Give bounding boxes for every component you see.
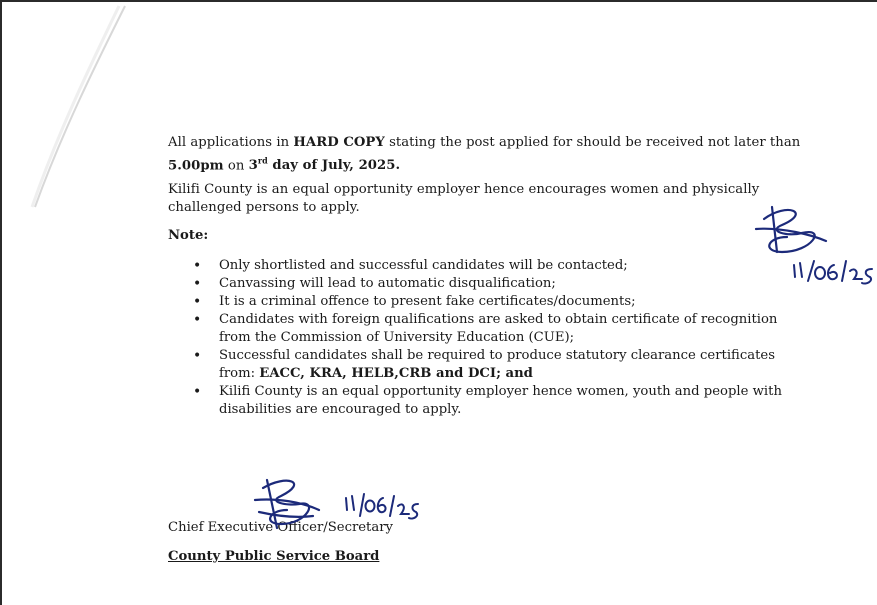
list-item: • Candidates with foreign qualifications are asked to obtain certificate of recognition from the Commission of University Education (CUE);	[168, 311, 813, 347]
hard-copy-bold: HARD COPY	[293, 135, 385, 150]
deadline-date-bold	[249, 158, 401, 173]
note-label: Note:	[168, 228, 209, 243]
note-bullet-list	[168, 257, 813, 419]
deadline-text-3: on	[223, 158, 249, 174]
list-item: • Canvassing will lead to automatic disqualification;	[168, 275, 813, 293]
deadline-time-bold: 5.00pm	[168, 158, 224, 174]
clearance-agencies-bold: EACC, KRA, HELB,CRB and DCI; and	[259, 366, 533, 381]
deadline-text-1: All applications in	[168, 135, 294, 150]
list-item: • Kilifi County is an equal opportunity employer hence women, youth and people with disabilities are encouraged to apply.	[168, 383, 813, 419]
board-name: County Public Service Board	[168, 549, 380, 564]
clearance-text: Successful candidates shall be required to produce statutory clearance certificates from:	[219, 348, 775, 381]
list-item: • Only shortlisted and successful candidates will be contacted;	[168, 257, 813, 275]
application-deadline-paragraph	[168, 134, 808, 175]
deadline-day: 3	[248, 158, 258, 174]
equal-opportunity-paragraph: Kilifi County is an equal opportunity employer hence encourages women and physically challenged persons to apply.	[168, 182, 760, 215]
deadline-text-2: stating the post applied for should be received not later than	[384, 135, 801, 150]
list-item	[168, 347, 813, 383]
deadline-month-year: day of July, 2025.	[267, 158, 401, 174]
signatory-title: Chief Executive Officer/Secretary	[168, 520, 393, 535]
deadline-day-suffix: rd	[257, 156, 268, 166]
list-item: • It is a criminal offence to present fake certificates/documents;	[168, 293, 813, 311]
